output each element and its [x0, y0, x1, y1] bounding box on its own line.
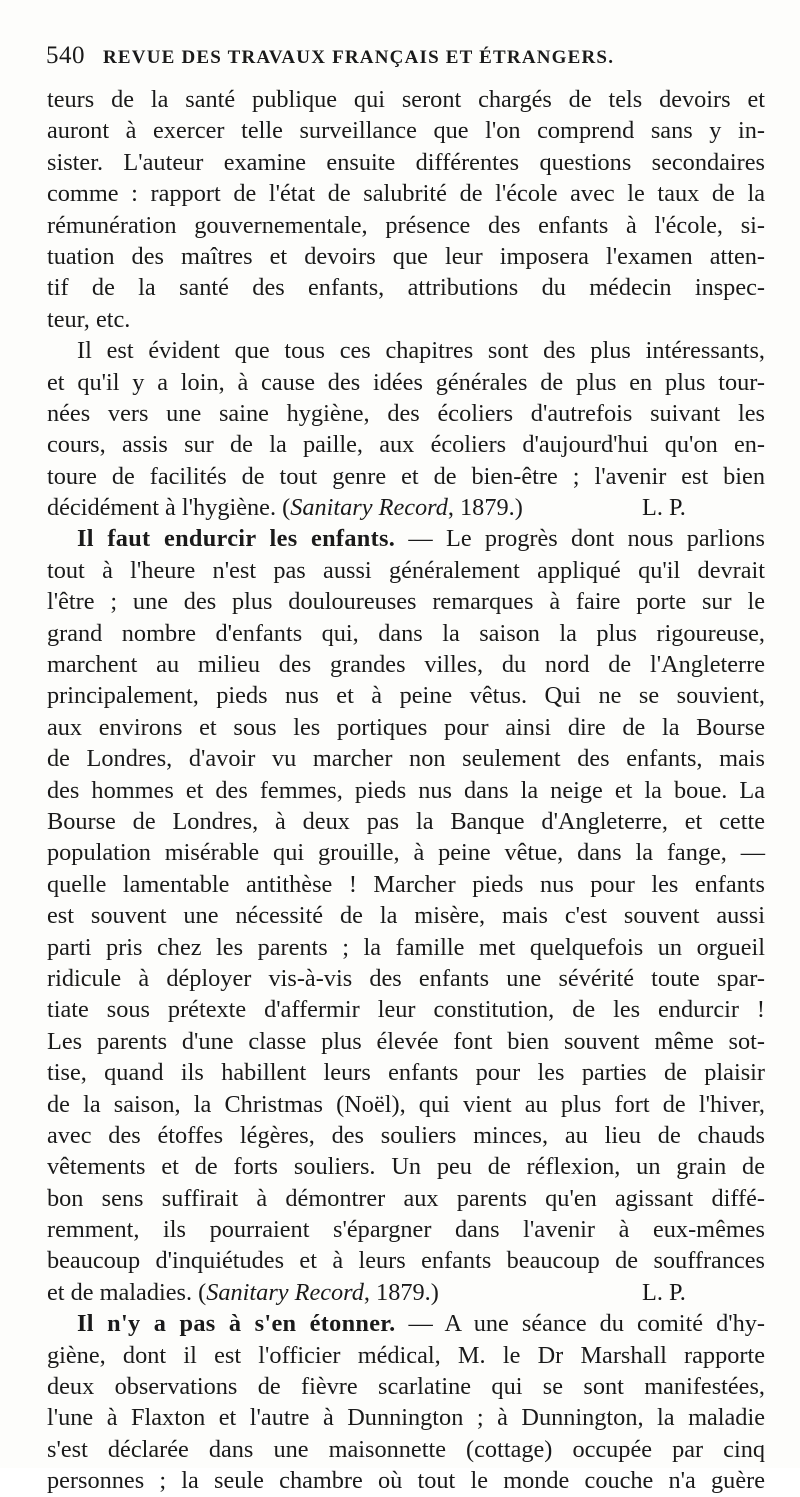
author-signature: L. P. [642, 494, 686, 522]
section-heading: Il faut endurcir les enfants. [77, 525, 396, 553]
heading-continuation: — Le progrès dont nous parlions [395, 525, 765, 553]
text-line: s'est déclarée dans une maisonnette (cottage) occupée par cinq [47, 1435, 765, 1463]
text-line: de Londres, d'avoir vu marcher non seulement des enfants, mais [47, 745, 765, 773]
text-line: tout à l'heure n'est pas aussi généralement appliqué qu'il devrait [47, 556, 765, 584]
text-line: comme : rapport de l'état de salubrité de l'école avec le taux de la [47, 180, 765, 208]
text-line: deux observations de fièvre scarlatine qui se sont manifestées, [47, 1373, 765, 1401]
text-line: tuation des maîtres et devoirs que leur imposera l'examen atten- [47, 242, 765, 270]
text-line: auront à exercer telle surveillance que l'on comprend sans y in- [47, 117, 765, 145]
source-year: , 1879.) [447, 494, 523, 522]
paragraph-school-hygiene-continued [47, 84, 765, 335]
text-line: teur, etc. [47, 305, 131, 333]
article-body [47, 84, 765, 1497]
source-lead-text: décidément à l'hygiène. ( [47, 494, 291, 522]
page-number: 540 [46, 42, 85, 69]
text-line: aux environs et sous les portiques pour ainsi dire de la Bourse [47, 713, 765, 741]
source-lead-text: et de maladies. ( [47, 1278, 207, 1306]
text-line: teurs de la santé publique qui seront chargés de tels devoirs et [47, 86, 765, 113]
text-line: bon sens suffirait à démontrer aux parents qu'en agissant diffé- [47, 1184, 765, 1212]
text-line: Il est évident que tous ces chapitres sont des plus intéressants, [77, 337, 765, 365]
text-line: sister. L'auteur examine ensuite différentes questions secondaires [47, 148, 765, 176]
text-line: et qu'il y a loin, à cause des idées générales de plus en plus tour- [47, 368, 765, 396]
text-line: principalement, pieds nus et à peine vêtus. Qui ne se souvient, [47, 682, 765, 710]
text-line: tiate sous prétexte d'affermir leur constitution, de les endurcir ! [47, 996, 765, 1024]
heading-continuation: — A une séance du comité d'hy- [395, 1310, 765, 1338]
text-line: tise, quand ils habillent leurs enfants pour les parties de plaisir [47, 1059, 765, 1087]
source-line [47, 1277, 765, 1308]
text-line: Bourse de Londres, à deux pas la Banque d'Angleterre, et cette [47, 807, 765, 835]
text-line: ridicule à déployer vis-à-vis des enfants une sévérité toute spar- [47, 964, 765, 992]
running-title: REVUE DES TRAVAUX FRANÇAIS ET ÉTRANGERS. [103, 47, 615, 68]
source-year: , 1879.) [363, 1278, 439, 1306]
source-line [47, 492, 765, 523]
paragraph-harden-children [47, 523, 765, 1308]
text-line: nées vers une saine hygiène, des écoliers d'autrefois suivant les [47, 399, 765, 427]
text-line: quelle lamentable antithèse ! Marcher pieds nus pour les enfants [47, 870, 765, 898]
text-line [47, 523, 765, 554]
text-line: personnes ; la seule chambre où tout le monde couche n'a guère [47, 1467, 765, 1495]
text-line: l'une à Flaxton et l'autre à Dunnington ; à Dunnington, la maladie [47, 1404, 765, 1432]
text-line: toure de facilités de tout genre et de bien-être ; l'avenir est bien [47, 462, 765, 490]
text-line: l'être ; une des plus douloureuses remarques à faire porte sur le [47, 588, 765, 616]
text-line: rémunération gouvernementale, présence des enfants à l'école, si- [47, 211, 765, 239]
text-line: beaucoup d'inquiétudes et à leurs enfants beaucoup de souffrances [47, 1247, 765, 1275]
text-line: population misérable qui grouille, à peine vêtue, dans la fange, — [47, 839, 765, 867]
text-line: avec des étoffes légères, des souliers minces, au lieu de chauds [47, 1121, 765, 1149]
source-title: Sanitary Record [206, 1278, 364, 1306]
text-line: des hommes et des femmes, pieds nus dans la neige et la boue. La [47, 776, 765, 804]
page-header [46, 42, 766, 76]
text-line [47, 1308, 765, 1339]
text-line: est souvent une nécessité de la misère, mais c'est souvent aussi [47, 902, 765, 930]
source-title: Sanitary Record [290, 494, 448, 522]
text-line: cours, assis sur de la paille, aux écoliers d'aujourd'hui qu'on en- [47, 431, 765, 459]
text-line: parti pris chez les parents ; la famille met quelquefois un orgueil [47, 933, 765, 961]
text-line: Les parents d'une classe plus élevée font bien souvent même sot- [47, 1027, 765, 1055]
text-line: grand nombre d'enfants qui, dans la saison la plus rigoureuse, [47, 619, 765, 647]
text-line: remment, ils pourraient s'épargner dans l'avenir à eux-mêmes [47, 1216, 765, 1244]
paragraph-conclusion [47, 335, 765, 523]
text-line: giène, dont il est l'officier médical, M. le Dr Marshall rapporte [47, 1341, 765, 1369]
text-line: de la saison, la Christmas (Noël), qui vient au plus fort de l'hiver, [47, 1090, 765, 1118]
author-signature: L. P. [642, 1278, 686, 1306]
text-line: vêtements et de forts souliers. Un peu de réflexion, un grain de [47, 1153, 765, 1181]
section-heading: Il n'y a pas à s'en étonner. [77, 1310, 396, 1338]
text-line: tif de la santé des enfants, attributions du médecin inspec- [47, 274, 765, 302]
paragraph-scarlet-fever [47, 1308, 765, 1496]
text-line: marchent au milieu des grandes villes, du nord de l'Angleterre [47, 651, 765, 679]
